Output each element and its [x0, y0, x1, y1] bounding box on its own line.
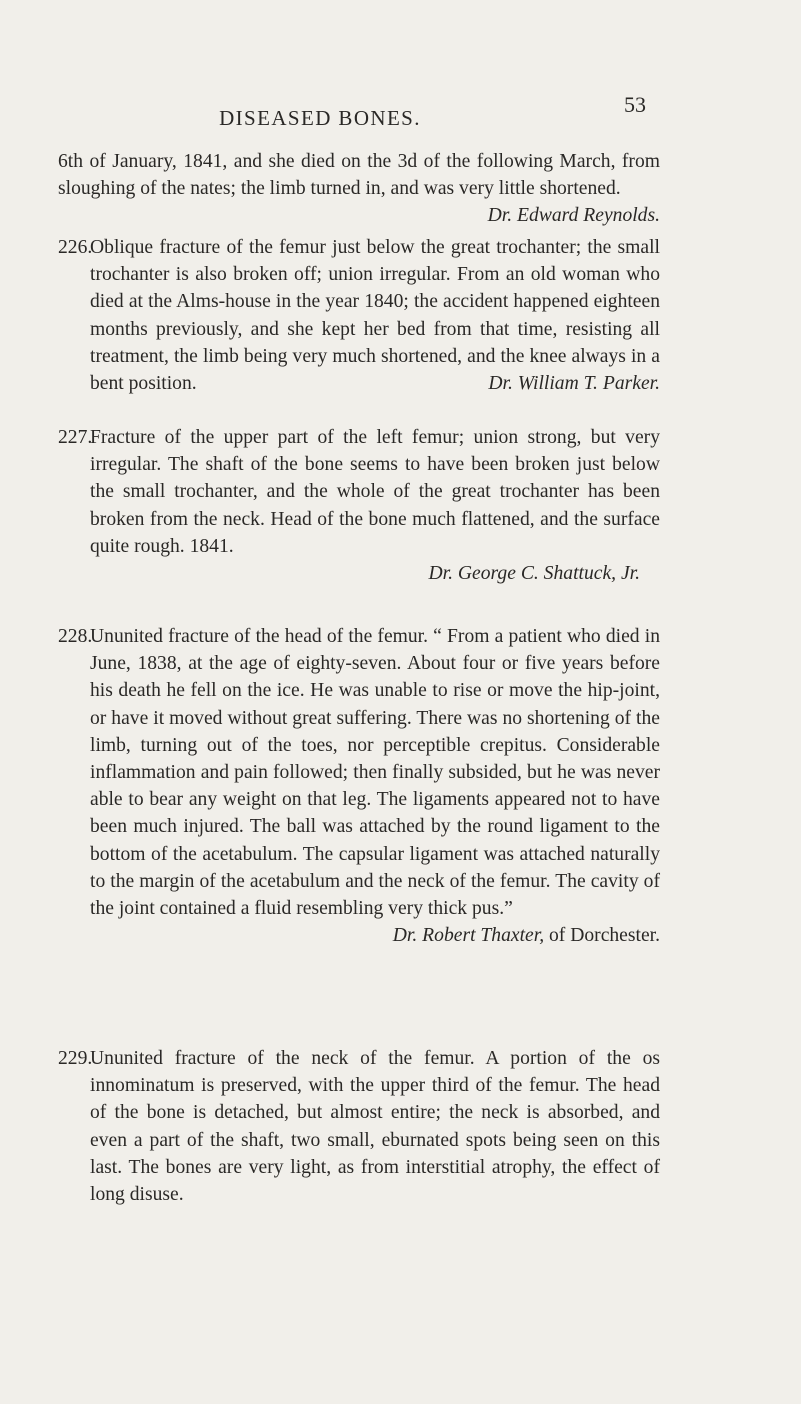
entry-228 [58, 623, 660, 949]
entry-text-content: 6th of January, 1841, and she died on the 3d of the following March, from sloughing of the nates; the limb turned in, and was very little shortened. [58, 151, 660, 200]
running-title: DISEASED BONES. [219, 106, 421, 130]
entry-text-content: Ununited fracture of the neck of the femur. A portion of the os innominatum is preserved, with the upper third of the femur. The head of the bone is detached, but almost entire; the neck is absorbed, and even a part of the shaft, two small, eburnated spots being seen on this last. The bones are very light, as from interstitial atrophy, the effect of long disuse. [90, 1048, 660, 1206]
entry-text [58, 148, 660, 227]
entry-attribution: Dr. Edward Reynolds. [487, 205, 660, 227]
entry-text [58, 623, 660, 947]
entry-227 [58, 424, 660, 587]
entry-attribution: Dr. Robert Thaxter, [392, 925, 545, 947]
entry-attribution-line [58, 560, 660, 587]
entry-attribution: Dr. George C. Shattuck, Jr. [428, 563, 640, 585]
entry-attribution: Dr. William T. Parker. [488, 373, 660, 395]
entry-number: 227. [58, 427, 93, 448]
entry-attribution-suffix: of Dorchester. [549, 925, 660, 947]
entry-text [58, 1045, 660, 1208]
page-number: 53 [624, 92, 646, 117]
entry-text-content: Ununited fracture of the head of the femur. “ From a patient who died in June, 1838, at the age of eighty-seven. About four or five years before his death he fell on the ice. He was unable to rise or move the hip-joint, or have it moved without great suffering. There was no shortening of the limb, turning out of the toes, nor perceptible crepitus. Considerable inflammation and pain followed; then finally subsided, but he was never able to bear any weight on that leg. The ligaments appeared not to have been much injured. The ball was attached by the round ligament to the bottom of the acetabulum. The capsular ligament was attached naturally to the margin of the acetabulum and the neck of the femur. The cavity of the joint contained a fluid resembling very thick pus.” [90, 626, 660, 920]
entry-text [58, 234, 660, 397]
entry-number: 226. [58, 237, 93, 258]
entry-226 [58, 234, 660, 397]
entry-229 [58, 1045, 660, 1208]
entry-attribution-line [392, 922, 660, 949]
entry-text-content: Fracture of the upper part of the left femur; union strong, but very irregular. The shaft of the bone seems to have been broken just below the small trochanter, and the whole of the great trochanter has been broken from the neck. Head of the bone much flattened, and the surface quite rough. 1841. [90, 427, 660, 557]
entry-number: 229. [58, 1048, 93, 1069]
entry-continuation [58, 148, 660, 230]
entry-number: 228. [58, 626, 93, 647]
entry-text-content: Oblique fracture of the femur just below the great trochanter; the small trochanter is also broken off; union irregular. From an old woman who died at the Alms-house in the year 1840; the accident happened eighteen months previously, and she kept her bed from that time, resisting all treatment, the limb being very much shortened, and the knee always in a bent position. [90, 237, 660, 395]
entry-text [58, 424, 660, 560]
